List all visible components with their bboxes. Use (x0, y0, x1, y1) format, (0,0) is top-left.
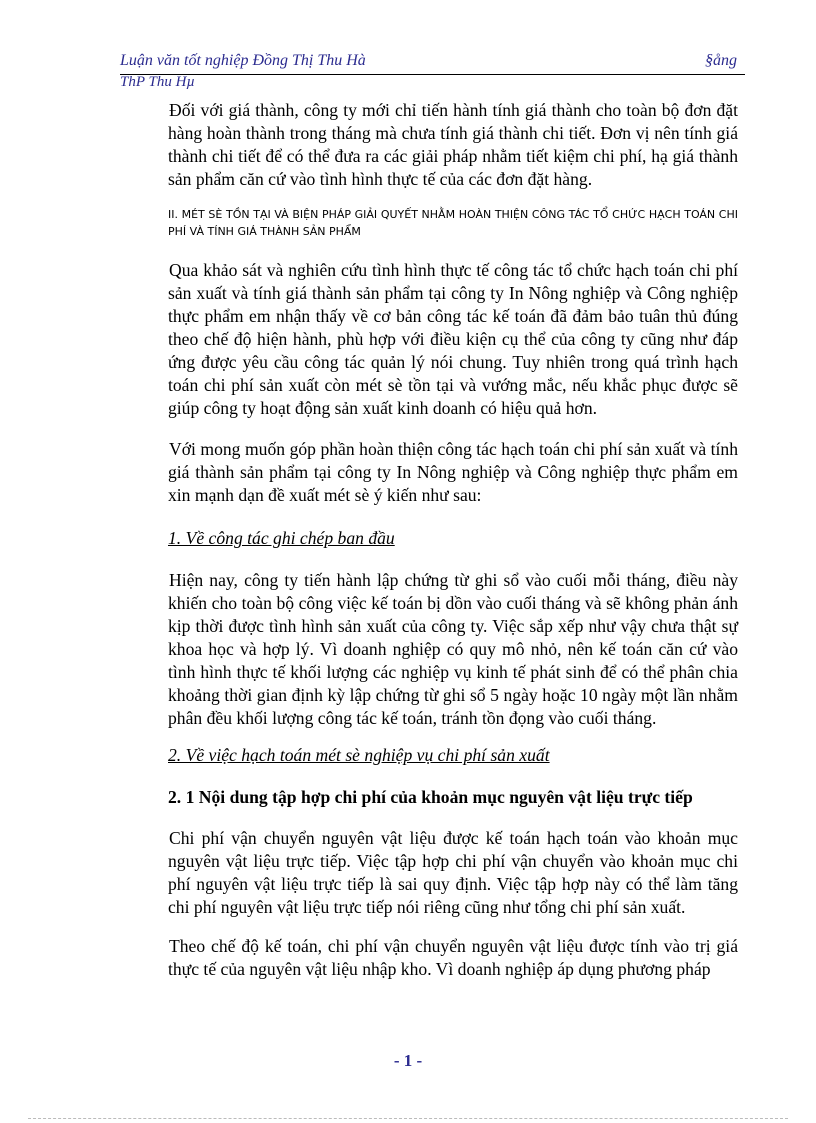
page-number: - 1 - (393, 1051, 423, 1070)
subheading-1: 1. Về công tác ghi chép ban đầu (168, 528, 395, 548)
paragraph-1-block (168, 99, 738, 191)
paragraph-4: Hiện nay, công ty tiến hành lập chứng từ ghi sổ vào cuối mỗi tháng, điều này khiến cho toàn bộ công việc kế toán bị dồn vào cuối tháng và sẽ không phản ánh kịp thời được tình hình sản xuất của công ty. Việc sắp xếp như vậy chưa thật sự khoa học và hợp lý. Vì doanh nghiệp có quy mô nhỏ, nên kế toán căn cứ vào tình hình thực tế khối lượng các nghiệp vụ kinh tế phát sinh để có thể phân chia khoảng thời gian định kỳ lập chứng từ ghi sổ 5 ngày hoặc 10 ngày một lần nhằm phân đều khối lượng công tác kế toán, tránh tồn đọng vào cuối tháng. (168, 570, 738, 728)
subheading-2-block (168, 744, 738, 767)
paragraph-2: Qua khảo sát và nghiên cứu tình hình thực tế công tác tổ chức hạch toán chi phí sản xuất và tính giá thành sản phẩm tại công ty In Nông nghiệp và Công nghiệp thực phẩm em nhận thấy về cơ bản công tác kế toán đã đảm bảo tuân thủ đúng theo chế độ hiện hành, phù hợp với điều kiện cụ thể của công ty cũng như đáp ứng được yêu cầu công tác quản lý nói chung. Tuy nhiên trong quá trình hạch toán chi phí sản xuất còn mét sè tồn tại và vướng mắc, nếu khắc phục được sẽ giúp công ty hoạt động sản xuất kinh doanh có hiệu quả hơn. (168, 260, 738, 418)
section-2-heading-block (168, 206, 738, 240)
subheading-1-block (168, 527, 738, 550)
subheading-2: 2. Về việc hạch toán mét sè nghiệp vụ chi phí sản xuất (168, 745, 550, 765)
paragraph-6-block (168, 935, 738, 981)
paragraph-5-block (168, 827, 738, 919)
section-2-heading: II. MÉT SÈ TỒN TẠI VÀ BIỆN PHÁP GIẢI QUYẾT NHẰM HOÀN THIỆN CÔNG TÁC TỔ CHỨC HẠCH TOÁN CHI PHÍ VÀ TÍNH GIÁ THÀNH SẢN PHẨM (168, 208, 738, 238)
header-title-left: Luận văn tốt nghiệp Đồng Thị Thu Hà (120, 52, 366, 69)
page-bottom-rule (28, 1118, 788, 1119)
header-rule (120, 74, 745, 75)
paragraph-3: Với mong muốn góp phần hoàn thiện công tác hạch toán chi phí sản xuất và tính giá thành sản phẩm tại công ty In Nông nghiệp và Công nghiệp thực phẩm em xin mạnh dạn đề xuất mét sè ý kiến như sau: (168, 439, 738, 505)
paragraph-1: Đối với giá thành, công ty mới chỉ tiến hành tính giá thành cho toàn bộ đơn đặt hàng hoàn thành trong tháng mà chưa tính giá thành chi tiết. Đơn vị nên tính giá thành chi tiết để có thể đưa ra các giải pháp nhằm tiết kiệm chi phí, hạ giá thành sản phẩm căn cứ vào tình hình thực tế của các đơn đặt hàng. (168, 100, 738, 189)
paragraph-3-block (168, 438, 738, 507)
paragraph-6: Theo chế độ kế toán, chi phí vận chuyển nguyên vật liệu được tính vào trị giá thực tế của nguyên vật liệu nhập kho. Vì doanh nghiệp áp dụng phương pháp (168, 936, 738, 979)
page-header (120, 52, 745, 90)
subheading-2-1: 2. 1 Nội dung tập hợp chi phí của khoản mục nguyên vật liệu trực tiếp (168, 787, 693, 807)
header-title-left2: ThP Thu Hµ (120, 74, 196, 90)
header-title-right: §ång (705, 52, 737, 69)
paragraph-4-block (168, 569, 738, 730)
paragraph-5: Chi phí vận chuyển nguyên vật liệu được kế toán hạch toán vào khoản mục nguyên vật liệu trực tiếp. Việc tập hợp chi phí vận chuyển vào khoản mục chi phí nguyên vật liệu trực tiếp là sai quy định. Việc tập hợp này có thể làm tăng chi phí nguyên vật liệu trực tiếp nói riêng cũng như tổng chi phí sản xuất. (168, 828, 738, 917)
subheading-2-1-block (168, 786, 738, 809)
paragraph-2-block (168, 259, 738, 420)
